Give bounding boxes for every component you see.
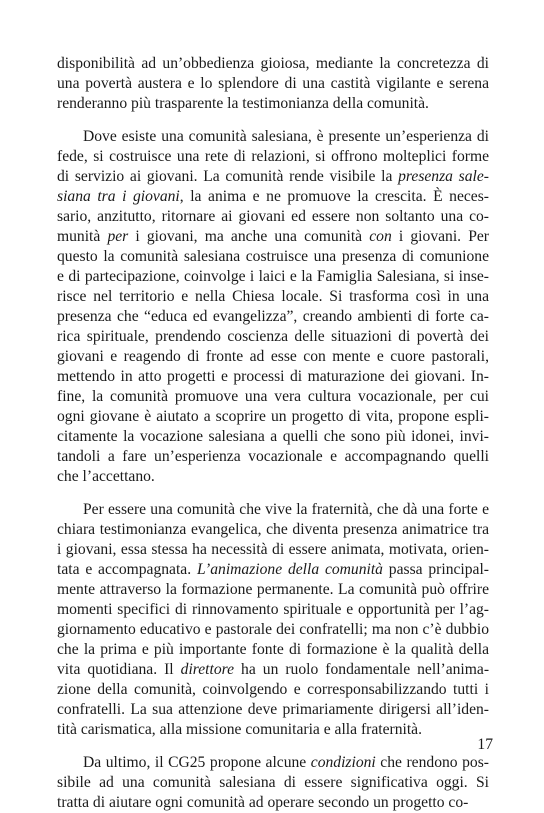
text-segment: risce nel territorio e nella Chiesa locale. Si trasforma così in una: [57, 288, 489, 305]
text-segment: giovani e reagendo di fronte ad esse con mente e cuore pastorali,: [57, 348, 489, 365]
text-segment: disponibilità ad un’obbedienza gioiosa, mediante la concretezza di: [57, 55, 489, 72]
text-line: [57, 387, 489, 407]
text-line: [57, 74, 489, 94]
text-line: [57, 620, 489, 640]
text-segment: fine, la comunità promuove una vera cultura vocazionale, per cui: [57, 388, 489, 405]
text-segment: Da ultimo, il CG25 propone alcune: [83, 754, 311, 771]
paragraph: [57, 127, 489, 487]
text-segment: rica spirituale, prendendo coscienza delle situazioni di povertà dei: [57, 328, 489, 345]
text-segment: , la anima e ne promuove la crescita. È neces-: [179, 188, 489, 205]
text-segment: e di partecipazione, coinvolge i laici e la Famiglia Salesiana, si inse-: [57, 268, 489, 285]
text-segment: citamente la vocazione salesiana a quelli che sono più idonei, invi-: [57, 428, 489, 445]
text-line: [57, 793, 489, 813]
paragraph-gap: [57, 740, 489, 753]
text-line: [57, 54, 489, 74]
italic-text: siana tra i giovani: [57, 188, 180, 205]
text-segment: questo la comunità salesiana costruisce una presenza di comunione: [57, 248, 489, 265]
text-segment: presenza che “educa ed evangelizza”, creando ambienti di forte ca-: [57, 308, 489, 325]
text-segment: che l’accettano.: [57, 468, 155, 485]
text-segment: sario, anzitutto, ritornare ai giovani ed essere non soltanto una co-: [57, 208, 489, 225]
paragraph-gap: [57, 114, 489, 127]
text-segment: mente attraverso la formazione permanente. La comunità può offrire: [57, 581, 489, 598]
text-segment: tratta di aiutare ogni comunità ad operare secondo un progetto co-: [57, 794, 469, 811]
text-segment: confratelli. La sua attenzione deve primariamente dirigersi all’iden-: [57, 701, 489, 718]
text-segment: ha un ruolo fondamentale nell’anima-: [234, 661, 490, 678]
text-line: [57, 660, 489, 680]
text-line: [57, 773, 489, 793]
text-line: [57, 167, 489, 187]
text-segment: passa principal-: [382, 561, 489, 578]
text-segment: una povertà austera e lo splendore di una castità vigilante e serena: [57, 75, 489, 92]
text-segment: ogni giovane è aiutato a scoprire un progetto di vita, propone espli-: [57, 408, 489, 425]
text-line: [57, 247, 489, 267]
text-segment: Dove esiste una comunità salesiana, è presente un’esperienza di: [83, 128, 489, 145]
text-line: [57, 753, 489, 773]
text-line: [57, 500, 489, 520]
text-segment: momenti specifici di rinnovamento spirituale e opportunità per l’ag-: [57, 601, 489, 618]
text-segment: vita quotidiana. Il: [57, 661, 181, 678]
text-line: [57, 267, 489, 287]
text-segment: zione della comunità, coinvolgendo e corresponsabilizzando tutti i: [57, 681, 489, 698]
italic-text: con: [369, 228, 392, 245]
text-segment: chiara testimonianza evangelica, che diventa presenza animatrice tra: [57, 521, 489, 538]
text-segment: che rendono pos-: [375, 754, 489, 771]
text-segment: i giovani, essa stessa ha necessità di essere animata, motivata, orien-: [57, 541, 489, 558]
paragraph: [57, 54, 489, 114]
text-line: [57, 580, 489, 600]
text-line: [57, 187, 489, 207]
text-line: [57, 207, 489, 227]
text-line: [57, 407, 489, 427]
text-segment: Per essere una comunità che vive la fraternità, che dà una forte e: [83, 501, 489, 518]
text-line: [57, 427, 489, 447]
text-line: [57, 640, 489, 660]
italic-text: presenza sale-: [398, 168, 489, 185]
text-line: [57, 540, 489, 560]
italic-text: L’animazione della comunità: [196, 561, 383, 578]
italic-text: per: [107, 228, 129, 245]
text-segment: munità: [57, 228, 108, 245]
paragraph-gap: [57, 487, 489, 500]
text-segment: tandoli a fare un’esperienza vocazionale e accompagnando quelli: [57, 448, 489, 465]
text-line: [57, 307, 489, 327]
text-segment: sibile ad una comunità salesiana di essere significativa oggi. Si: [57, 774, 489, 791]
text-segment: mettendo in atto progetti e processi di maturazione dei giovani. In-: [57, 368, 489, 385]
text-segment: fede, si costruisce una rete di relazioni, si offrono molteplici forme: [57, 148, 489, 165]
text-line: [57, 327, 489, 347]
text-line: [57, 367, 489, 387]
text-segment: i giovani, ma anche una comunità: [128, 228, 370, 245]
text-line: [57, 680, 489, 700]
text-line: [57, 520, 489, 540]
text-line: [57, 347, 489, 367]
text-line: [57, 447, 489, 467]
text-segment: di servizio ai giovani. La comunità rende visibile la: [57, 168, 399, 185]
text-line: [57, 560, 489, 580]
text-line: [57, 720, 489, 740]
text-line: [57, 127, 489, 147]
text-line: [57, 700, 489, 720]
text-segment: i giovani. Per: [391, 228, 489, 245]
text-line: [57, 94, 489, 114]
text-line: [57, 600, 489, 620]
text-segment: che la prima e più importante fonte di formazione è la qualità della: [57, 641, 489, 658]
italic-text: condizioni: [310, 754, 376, 771]
text-line: [57, 467, 489, 487]
page-body: [57, 54, 489, 813]
italic-text: direttore: [180, 661, 235, 678]
paragraph: [57, 500, 489, 740]
text-line: [57, 227, 489, 247]
text-segment: tata e accompagnata.: [57, 561, 197, 578]
text-line: [57, 287, 489, 307]
text-segment: renderanno più trasparente la testimonianza della comunità.: [57, 95, 429, 112]
text-line: [57, 147, 489, 167]
page-number: 17: [477, 736, 493, 753]
text-segment: tità carismatica, alla missione comunitaria e alla fraternità.: [57, 721, 422, 738]
paragraph: [57, 753, 489, 813]
text-segment: giornamento educativo e pastorale dei confratelli; ma non c’è dubbio: [57, 621, 489, 638]
